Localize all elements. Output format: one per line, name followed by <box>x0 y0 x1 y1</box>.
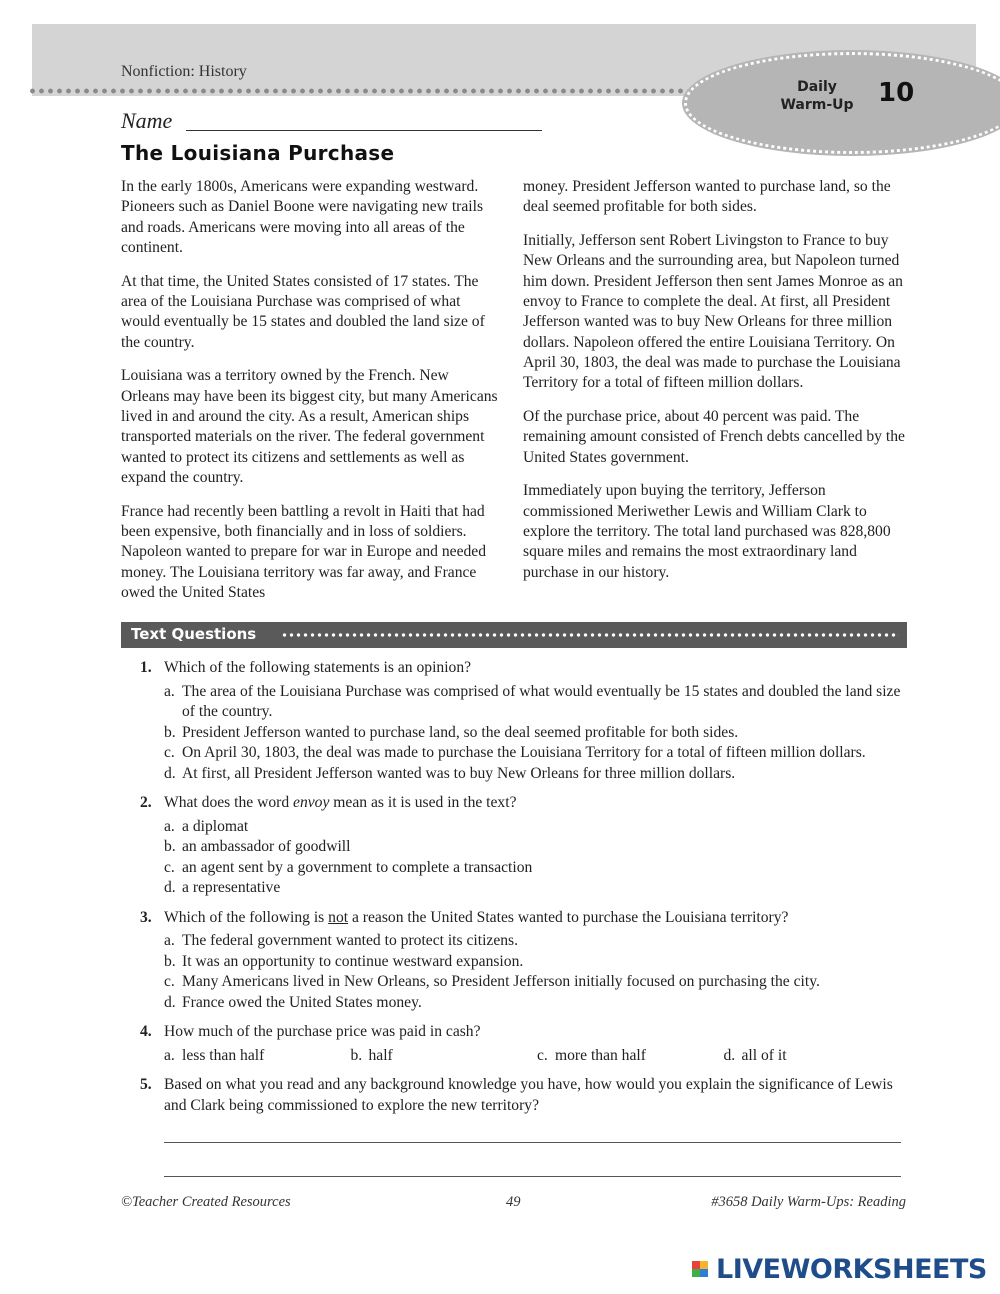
liveworksheets-wordmark: LIVEWORKSHEETS <box>716 1254 987 1285</box>
warmup-label-line1: Daily <box>797 79 837 95</box>
answer-option[interactable]: d. a representative <box>164 879 281 896</box>
passage-left-column <box>121 177 499 617</box>
text-questions-dots <box>281 632 899 638</box>
question-1 <box>140 658 910 784</box>
question-4 <box>140 1022 910 1066</box>
section-label: Nonfiction: History <box>121 63 247 80</box>
paragraph: Of the purchase price, about 40 percent was paid. The remaining amount consisted of French debts cancelled by the United States government. <box>523 407 905 466</box>
answer-option[interactable]: b. an ambassador of goodwill <box>164 838 351 855</box>
question-number: 4. <box>140 1023 152 1040</box>
answer-option[interactable]: d. France owed the United States money. <box>164 993 422 1011</box>
paragraph: Immediately upon buying the territory, Jefferson commissioned Meriwether Lewis and William Clark to explore the territory. The total land purchased was 828,800 square miles and remains the most extraordinary land purchase in our history. <box>523 482 891 581</box>
passage-right-column <box>523 177 907 596</box>
questions-list <box>140 658 910 1125</box>
question-number: 3. <box>140 908 152 926</box>
question-text: Based on what you read and any background knowledge you have, how would you explain the significance of Lewis and Clark being commissioned to explore the new territory? <box>164 1076 893 1114</box>
paragraph: At that time, the United States consisted of 17 states. The area of the Louisiana Purchase was comprised of what would eventually be 15 states and doubled the land size of the country. <box>121 272 485 351</box>
question-number: 2. <box>140 794 152 811</box>
warmup-label-line2: Warm-Up <box>780 97 854 113</box>
question-5 <box>140 1075 910 1116</box>
logo-square <box>700 1261 708 1269</box>
header-dotted-rule <box>28 88 688 94</box>
answer-option[interactable]: b. half <box>350 1046 393 1064</box>
answer-option[interactable]: c. On April 30, 1803, the deal was made to purchase the Louisiana Territory for a total of fifteen million dollars. <box>164 744 866 761</box>
paragraph: In the early 1800s, Americans were expanding westward. Pioneers such as Daniel Boone were navigating new trails and roads. Americans were moving into all areas of the continent. <box>121 178 484 256</box>
paragraph: Initially, Jefferson sent Robert Livingston to France to buy New Orleans and the surrounding area, but Napoleon turned him down. President Jefferson then sent James Monroe as an envoy to France to complete the deal. At first, all President Jefferson wanted was to buy New Orleans for three million dollars. Napoleon offered the entire Louisiana Territory. On April 30, 1803, the deal was made to purchase the Louisiana Territory for a total of fifteen million dollars. <box>523 232 903 392</box>
answer-option[interactable]: d. all of it <box>723 1046 787 1064</box>
answer-option[interactable]: d. At first, all President Jefferson wanted was to buy New Orleans for three million dollars. <box>164 764 736 782</box>
answer-option[interactable]: b. It was an opportunity to continue westward expansion. <box>164 952 524 970</box>
answer-line[interactable] <box>164 1176 901 1177</box>
answer-option[interactable]: a. The federal government wanted to protect its citizens. <box>164 932 519 949</box>
footer-book-title: #3658 Daily Warm-Ups: Reading <box>711 1194 906 1210</box>
liveworksheets-logo[interactable] <box>692 1254 992 1288</box>
answer-option[interactable]: a. a diplomat <box>164 817 249 835</box>
answer-option[interactable]: a. less than half <box>164 1046 265 1064</box>
page-title: The Louisiana Purchase <box>121 141 395 165</box>
answer-option[interactable]: c. more than half <box>537 1046 646 1064</box>
emphasis-word: not <box>328 908 349 926</box>
liveworksheets-icon <box>692 1261 708 1277</box>
logo-square <box>692 1269 700 1277</box>
name-input-line[interactable] <box>186 130 542 131</box>
answer-line[interactable] <box>164 1142 901 1143</box>
footer-page-number: 49 <box>506 1194 521 1210</box>
logo-square <box>692 1261 700 1269</box>
question-text: Which of the following statements is an opinion? <box>164 659 472 676</box>
answer-option[interactable]: c. Many Americans lived in New Orleans, so President Jefferson initially focused on purchasing the city. <box>164 973 820 990</box>
vocabulary-word: envoy <box>293 794 330 811</box>
paragraph: France had recently been battling a revolt in Haiti that had been expensive, both financially and in loss of soldiers. Napoleon wanted to prepare for war in Europe and needed money. The Louisiana territory was far away, and France owed the United States <box>121 502 486 601</box>
paragraph: Louisiana was a territory owned by the French. New Orleans may have been its biggest city, but many Americans lived in and around the city. As a result, American ships transported materials on the river. The federal government wanted to protect its citizens and settlements as well as expand the country. <box>121 367 498 486</box>
paragraph: money. President Jefferson wanted to purchase land, so the deal seemed profitable for both sides. <box>523 178 891 216</box>
answer-option[interactable]: a. The area of the Louisiana Purchase was comprised of what would eventually be 15 states and doubled the land size of the country. <box>164 682 901 720</box>
name-label: Name <box>121 108 173 133</box>
text-questions-title: Text Questions <box>131 625 257 643</box>
footer-publisher: ©Teacher Created Resources <box>121 1194 291 1210</box>
warmup-label <box>772 78 862 114</box>
question-2 <box>140 793 910 899</box>
question-3 <box>140 908 910 1014</box>
answer-option[interactable]: c. an agent sent by a government to complete a transaction <box>164 858 533 876</box>
logo-square <box>700 1269 708 1277</box>
text-questions-header <box>121 622 907 648</box>
question-number: 5. <box>140 1076 152 1093</box>
question-text: How much of the purchase price was paid in cash? <box>164 1023 481 1040</box>
answer-option[interactable]: b. President Jefferson wanted to purchase land, so the deal seemed profitable for both sides. <box>164 723 739 741</box>
question-text: Which of the following is not a reason the United States wanted to purchase the Louisiana territory? <box>164 908 789 926</box>
question-number: 1. <box>140 659 152 676</box>
warmup-number: 10 <box>878 78 915 108</box>
question-text: What does the word envoy mean as it is used in the text? <box>164 794 517 811</box>
